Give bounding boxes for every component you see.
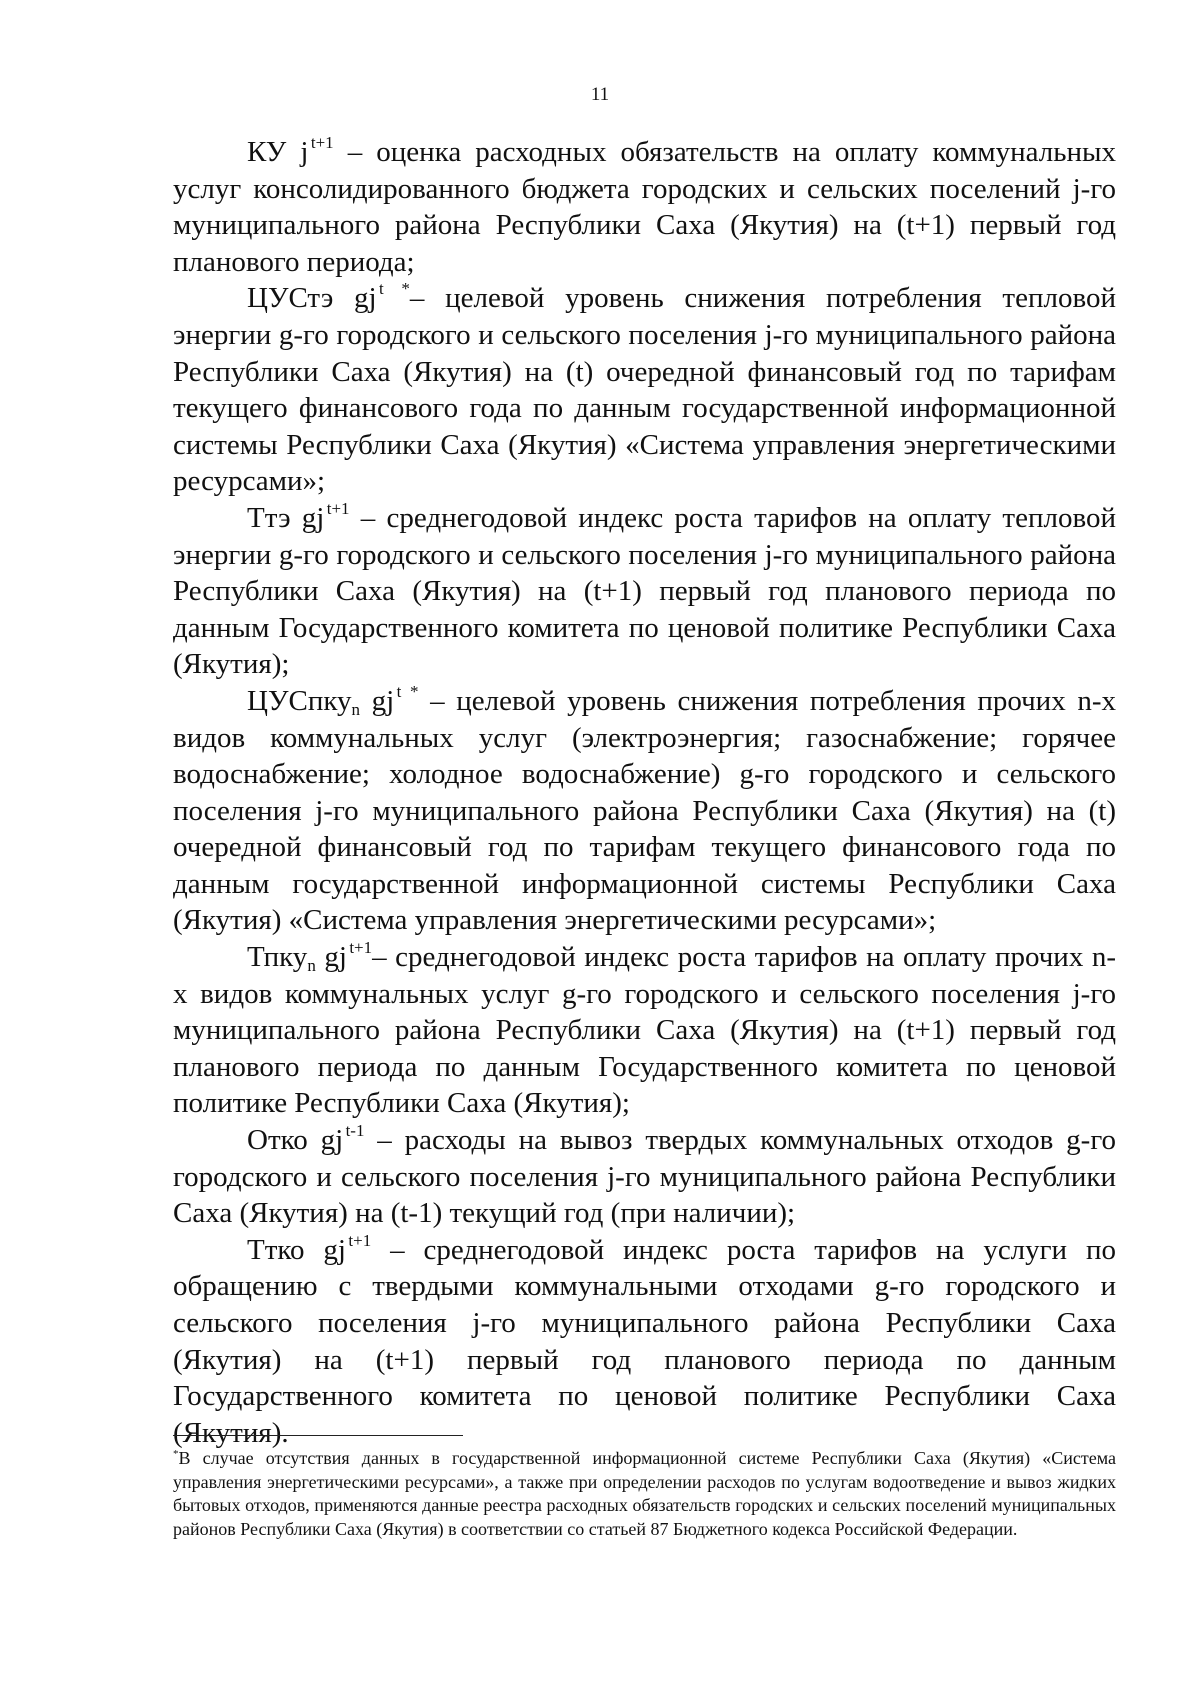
footnote (173, 1447, 1116, 1541)
formula-symbol (247, 133, 334, 168)
definition-paragraph (173, 939, 1116, 1122)
symbol-subscript: n (307, 956, 316, 976)
page-number: 11 (590, 84, 610, 105)
definition-text: – среднегодовой индекс роста тарифов на услуги по обращению с твердыми коммунальными отходами g-го городского и сельского поселения j-го муниципального района Республики Саха (Якутия) на (t+1) первый год планового периода по данным Государственного комитета по ценовой политике Республики Саха (Якутия). (173, 1233, 1116, 1449)
definition-text: – среднегодовой индекс роста тарифов на оплату тепловой энергии g-го городского и сельского поселения j-го муниципального района Республики Саха (Якутия) на (t+1) первый год планового периода по данным Государственного комитета по ценовой политике Республики Саха (Якутия); (173, 501, 1116, 681)
symbol-name: КУ j (247, 136, 309, 168)
formula-symbol (247, 1230, 372, 1266)
symbol-superscript: t * (378, 279, 410, 299)
formula-symbol (247, 938, 373, 976)
definition-text: – оценка расходных обязательств на оплату коммунальных услуг консолидированного бюджета городских и сельских поселений j-го муниципального района Республики Саха (Якутия) на (t+1) первый год планового периода; (173, 136, 1117, 278)
definition-paragraph (173, 1122, 1116, 1232)
footnote-separator (173, 1435, 463, 1436)
formula-symbol (247, 498, 350, 534)
formula-symbol (247, 279, 410, 315)
formula-symbol (247, 1121, 365, 1157)
symbol-name: ЦУСпку (247, 684, 352, 717)
symbol-superscript: t * (396, 681, 419, 701)
symbol-superscript: t+1 (348, 1230, 372, 1250)
definition-paragraph (173, 134, 1116, 280)
symbol-name: Ттэ gj (247, 501, 325, 534)
symbol-name: ЦУСтэ gj (247, 282, 377, 315)
symbol-index: gj (360, 684, 395, 717)
definition-paragraph (173, 500, 1116, 683)
symbol-superscript: t+1 (349, 938, 373, 958)
definition-paragraph (173, 683, 1116, 939)
definition-text: – среднегодовой индекс роста тарифов на оплату прочих n-х видов коммунальных услуг g-го городского и сельского поселения j-го муниципального района Республики Саха (Якутия) на (t+1) первый год планового периода по данным Государственного комитета по ценовой политике Республики Саха (Якутия); (173, 941, 1116, 1120)
definition-paragraph (173, 280, 1116, 500)
symbol-superscript: t-1 (345, 1121, 365, 1141)
symbol-name: Ттко gj (247, 1233, 346, 1266)
definition-text: – целевой уровень снижения потребления тепловой энергии g-го городского и сельского поселения j-го муниципального района Республики Саха (Якутия) на (t) очередной финансовый год по тарифам текущего финансового года по данным государственной информационной системы Республики Саха (Якутия) «Система управления энергетическими ресурсами»; (173, 282, 1116, 498)
definition-text: – целевой уровень снижения потребления прочих n-х видов коммунальных услуг (электроэнергия; газоснабжение; горячее водоснабжение; холодное водоснабжение) g-го городского и сельского поселения j-го муниципального района Республики Саха (Якутия) на (t) очередной финансовый год по тарифам текущего финансового года по данным государственной информационной системы Республики Саха (Якутия) «Система управления энергетическими ресурсами»; (173, 684, 1116, 937)
symbol-index: gj (315, 941, 347, 974)
symbol-superscript: t+1 (326, 498, 350, 518)
footnote-marker: * (173, 1448, 179, 1460)
symbol-name: Тпку (247, 941, 308, 974)
footnote-text: В случае отсутствия данных в государственной информационной системе Республики Саха (Якутия) «Система управления энергетическими ресурсами», а также при определении расходов по услугам водоотведение и вывоз жидких бытовых отходов, применяются данные реестра расходных обязательств городских и сельских поселений муниципальных районов Республики Саха (Якутия) в соответствии со статьей 87 Бюджетного кодекса Российской Федерации. (173, 1448, 1116, 1539)
symbol-superscript: t+1 (310, 133, 334, 152)
formula-symbol (247, 681, 419, 719)
definition-text: – расходы на вывоз твердых коммунальных отходов g-го городского и сельского поселения j-го муниципального района Республики Саха (Якутия) на (t-1) текущий год (при наличии); (173, 1124, 1116, 1230)
document-body (173, 134, 1116, 1451)
definition-paragraph (173, 1232, 1116, 1452)
symbol-subscript: n (351, 699, 361, 719)
symbol-name: Отко gj (247, 1124, 344, 1157)
